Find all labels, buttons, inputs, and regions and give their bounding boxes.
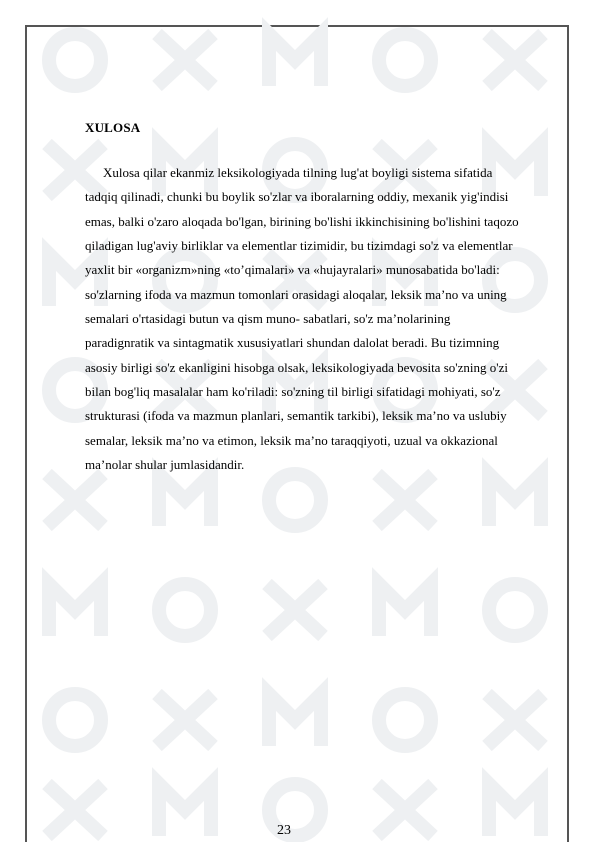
paragraph-line: qiladigan lug'aviy birliklar va elementlar tizimidir, bu tizimdagi so'z va elementlar — [85, 238, 513, 254]
conclusion-paragraph — [85, 161, 555, 477]
paragraph-line: strukturasi (ifoda va mazmun planlari, semantik tarkibi), leksik ma’no va uslubiy — [85, 408, 507, 424]
document-heading: XULOSA — [85, 120, 141, 135]
page-number: 23 — [277, 823, 291, 838]
paragraph-line: Xulosa qilar ekanmiz leksikologiyada tilning lug'at boyligi sistema sifatida — [103, 165, 493, 180]
paragraph-line: ma’nolar shular jumlasidandir. — [85, 457, 245, 473]
paragraph-line: bilan bog'liq masalalar ham ko'riladi: so'zning til birligi sifatidagi mohiyati, so'z — [85, 384, 501, 400]
paragraph-line: so'zlarning ifoda va mazmun tomonlari orasidagi aloqalar, leksik ma’no va uning — [85, 286, 507, 302]
paragraph-line: yaxlit bir «organizm»ning «to’qimalari» va «hujayralari» munosabatida bo'ladi: — [85, 262, 500, 278]
paragraph-line: asosiy birligi so'z ekanligini hisobga olsak, leksikologiyada bevosita so'zning o'zi — [85, 359, 508, 375]
paragraph-line: tadqiq qilinadi, chunki bu boylik so'zlar va iboralarning oddiy, mexanik yig'indisi — [85, 189, 509, 205]
paragraph-line: semalari o'rtasidagi butun va qism muno- sabatlari, so'z ma’nolarining — [85, 311, 451, 327]
paragraph-line: semalar, leksik ma’no va etimon, leksik ma’no taraqqiyoti, uzual va okkazional — [85, 432, 498, 448]
paragraph-line: emas, balki o'zaro aloqada bo'lgan, birining bo'lishi ikkinchisining bo'lishini taqozo — [85, 213, 519, 229]
paragraph-line: paradignratik va sintagmatik xususiyatlari shundan dalolat beradi. Bu tizimning — [85, 335, 500, 351]
